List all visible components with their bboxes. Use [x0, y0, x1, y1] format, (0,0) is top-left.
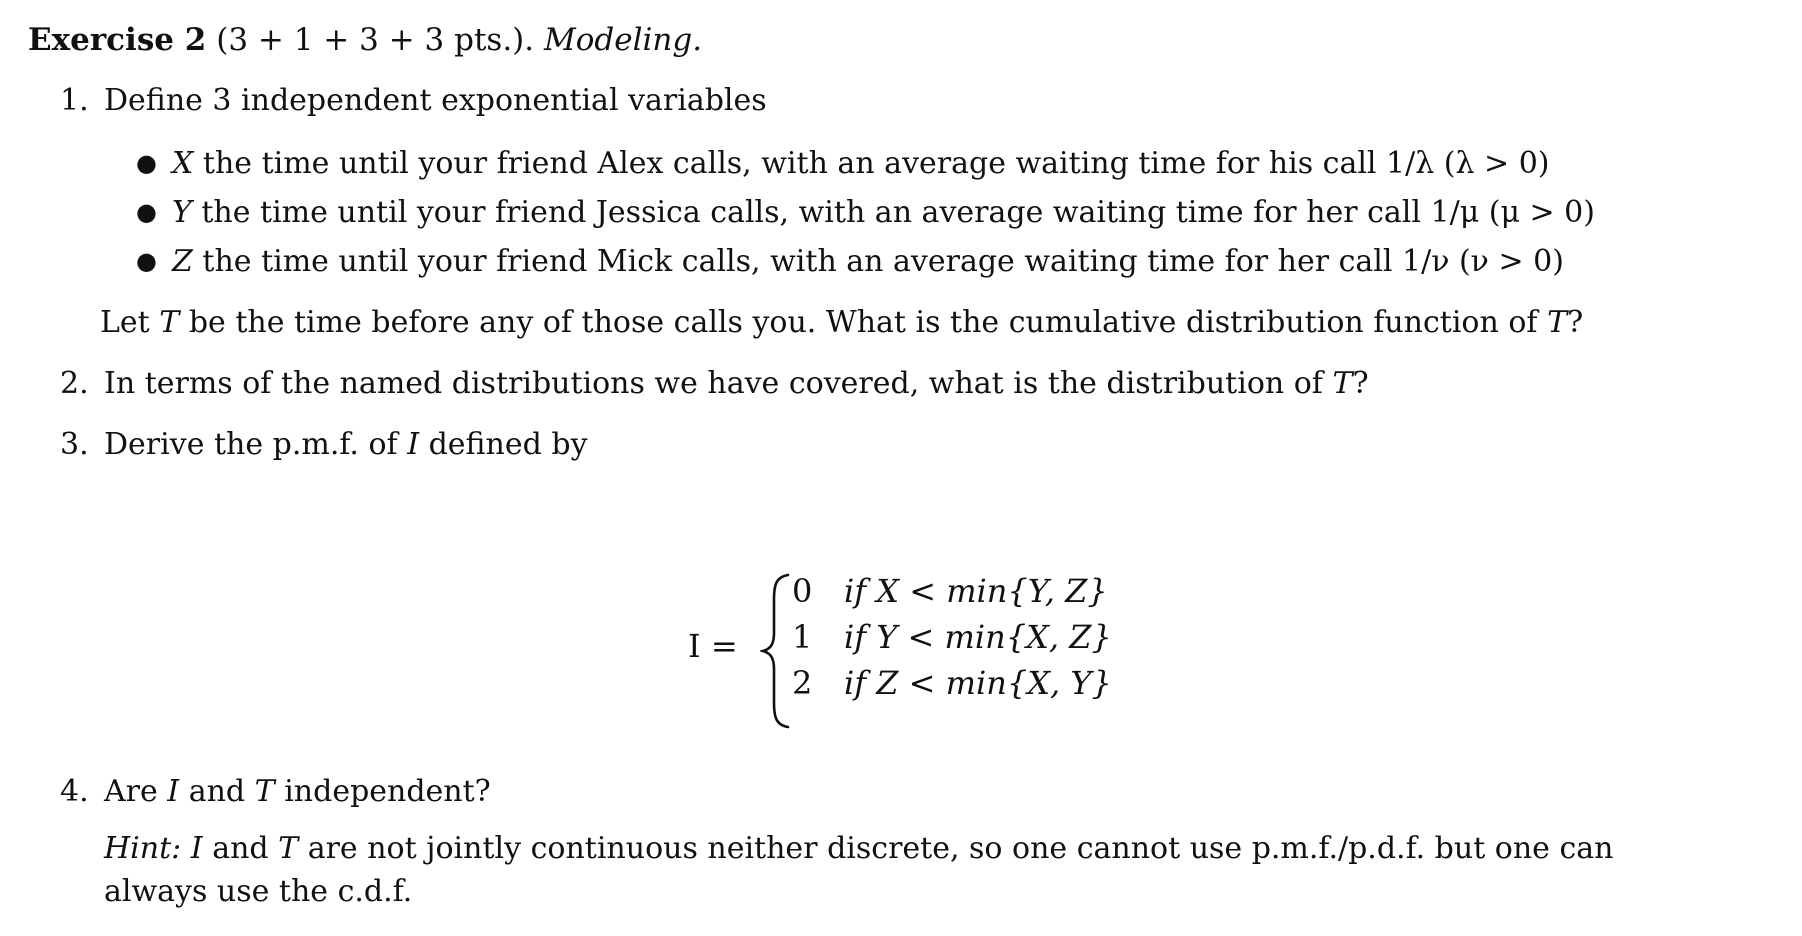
item-text: Define 3 independent exponential variables — [104, 83, 767, 118]
variable-t: T — [278, 831, 299, 866]
item-text: Derive the p.m.f. of — [104, 427, 408, 462]
hint-label: Hint: — [104, 831, 182, 866]
item-number: 2. — [60, 366, 89, 401]
hint-text: always use the c.d.f. — [104, 874, 413, 909]
bullet-icon: ● — [136, 247, 157, 275]
case-condition: if Y < min{X, Z} — [844, 618, 1112, 656]
case-value: 2 — [792, 664, 813, 702]
item-number: 4. — [60, 774, 89, 809]
bullet-variable: X — [172, 146, 194, 181]
item-2 — [60, 366, 1369, 402]
variable-t: T — [1332, 366, 1353, 401]
question-text: Let — [100, 305, 160, 340]
bullet-text: the time until your friend Alex calls, with an average waiting time for his call 1/λ (λ > 0) — [193, 146, 1550, 181]
bullet-text: the time until your friend Jessica calls, with an average waiting time for her call 1/μ (μ > 0) — [191, 195, 1595, 230]
item-text: ? — [1352, 366, 1369, 401]
question-text: be the time before any of those calls you. What is the cumulative distribution function of — [179, 305, 1548, 340]
bullet-x — [136, 145, 1550, 182]
variable-t: T — [159, 305, 180, 340]
bullet-y — [136, 194, 1595, 231]
question-text: ? — [1567, 305, 1584, 340]
item-1 — [60, 83, 767, 119]
equation-lhs: I = — [688, 627, 738, 665]
left-brace-icon — [760, 573, 794, 729]
item-4 — [60, 774, 491, 810]
bullet-z — [136, 243, 1564, 280]
variable-t: T — [254, 774, 275, 809]
case-condition: if Z < min{X, Y} — [844, 664, 1112, 702]
case-value: 0 — [792, 572, 813, 610]
item-number: 1. — [60, 83, 89, 118]
item-text: independent? — [274, 774, 491, 809]
item-text: Are — [104, 774, 168, 809]
hint-line-1 — [104, 831, 1613, 867]
bullet-variable: Y — [172, 195, 192, 230]
item-text: defined by — [419, 427, 588, 462]
variable-i: I — [190, 831, 203, 866]
hint-text: and — [202, 831, 279, 866]
item-text: In terms of the named distributions we have covered, what is the distribution of — [104, 366, 1333, 401]
question-1-text — [100, 305, 1583, 341]
hint-text — [181, 831, 191, 866]
item-text: and — [179, 774, 255, 809]
bullet-variable: Z — [172, 244, 193, 279]
case-value: 1 — [792, 618, 813, 656]
item-3 — [60, 427, 588, 463]
exercise-heading — [28, 22, 702, 58]
exercise-topic: Modeling. — [543, 22, 703, 58]
exercise-points: (3 + 1 + 3 + 3 pts.). — [216, 22, 535, 58]
bullet-icon: ● — [136, 198, 157, 226]
piecewise-equation — [688, 565, 1148, 735]
case-condition: if X < min{Y, Z} — [844, 572, 1108, 610]
variable-i: I — [407, 427, 420, 462]
bullet-text: the time until your friend Mick calls, with an average waiting time for her call 1/ν (ν > 0) — [192, 244, 1564, 279]
variable-t: T — [1547, 305, 1568, 340]
bullet-icon: ● — [136, 149, 157, 177]
hint-line-2 — [104, 874, 412, 910]
exercise-label: Exercise 2 — [28, 22, 207, 58]
item-number: 3. — [60, 427, 89, 462]
variable-i: I — [167, 774, 180, 809]
hint-text: are not jointly continuous neither discrete, so one cannot use p.m.f./p.d.f. but one can — [298, 831, 1614, 866]
